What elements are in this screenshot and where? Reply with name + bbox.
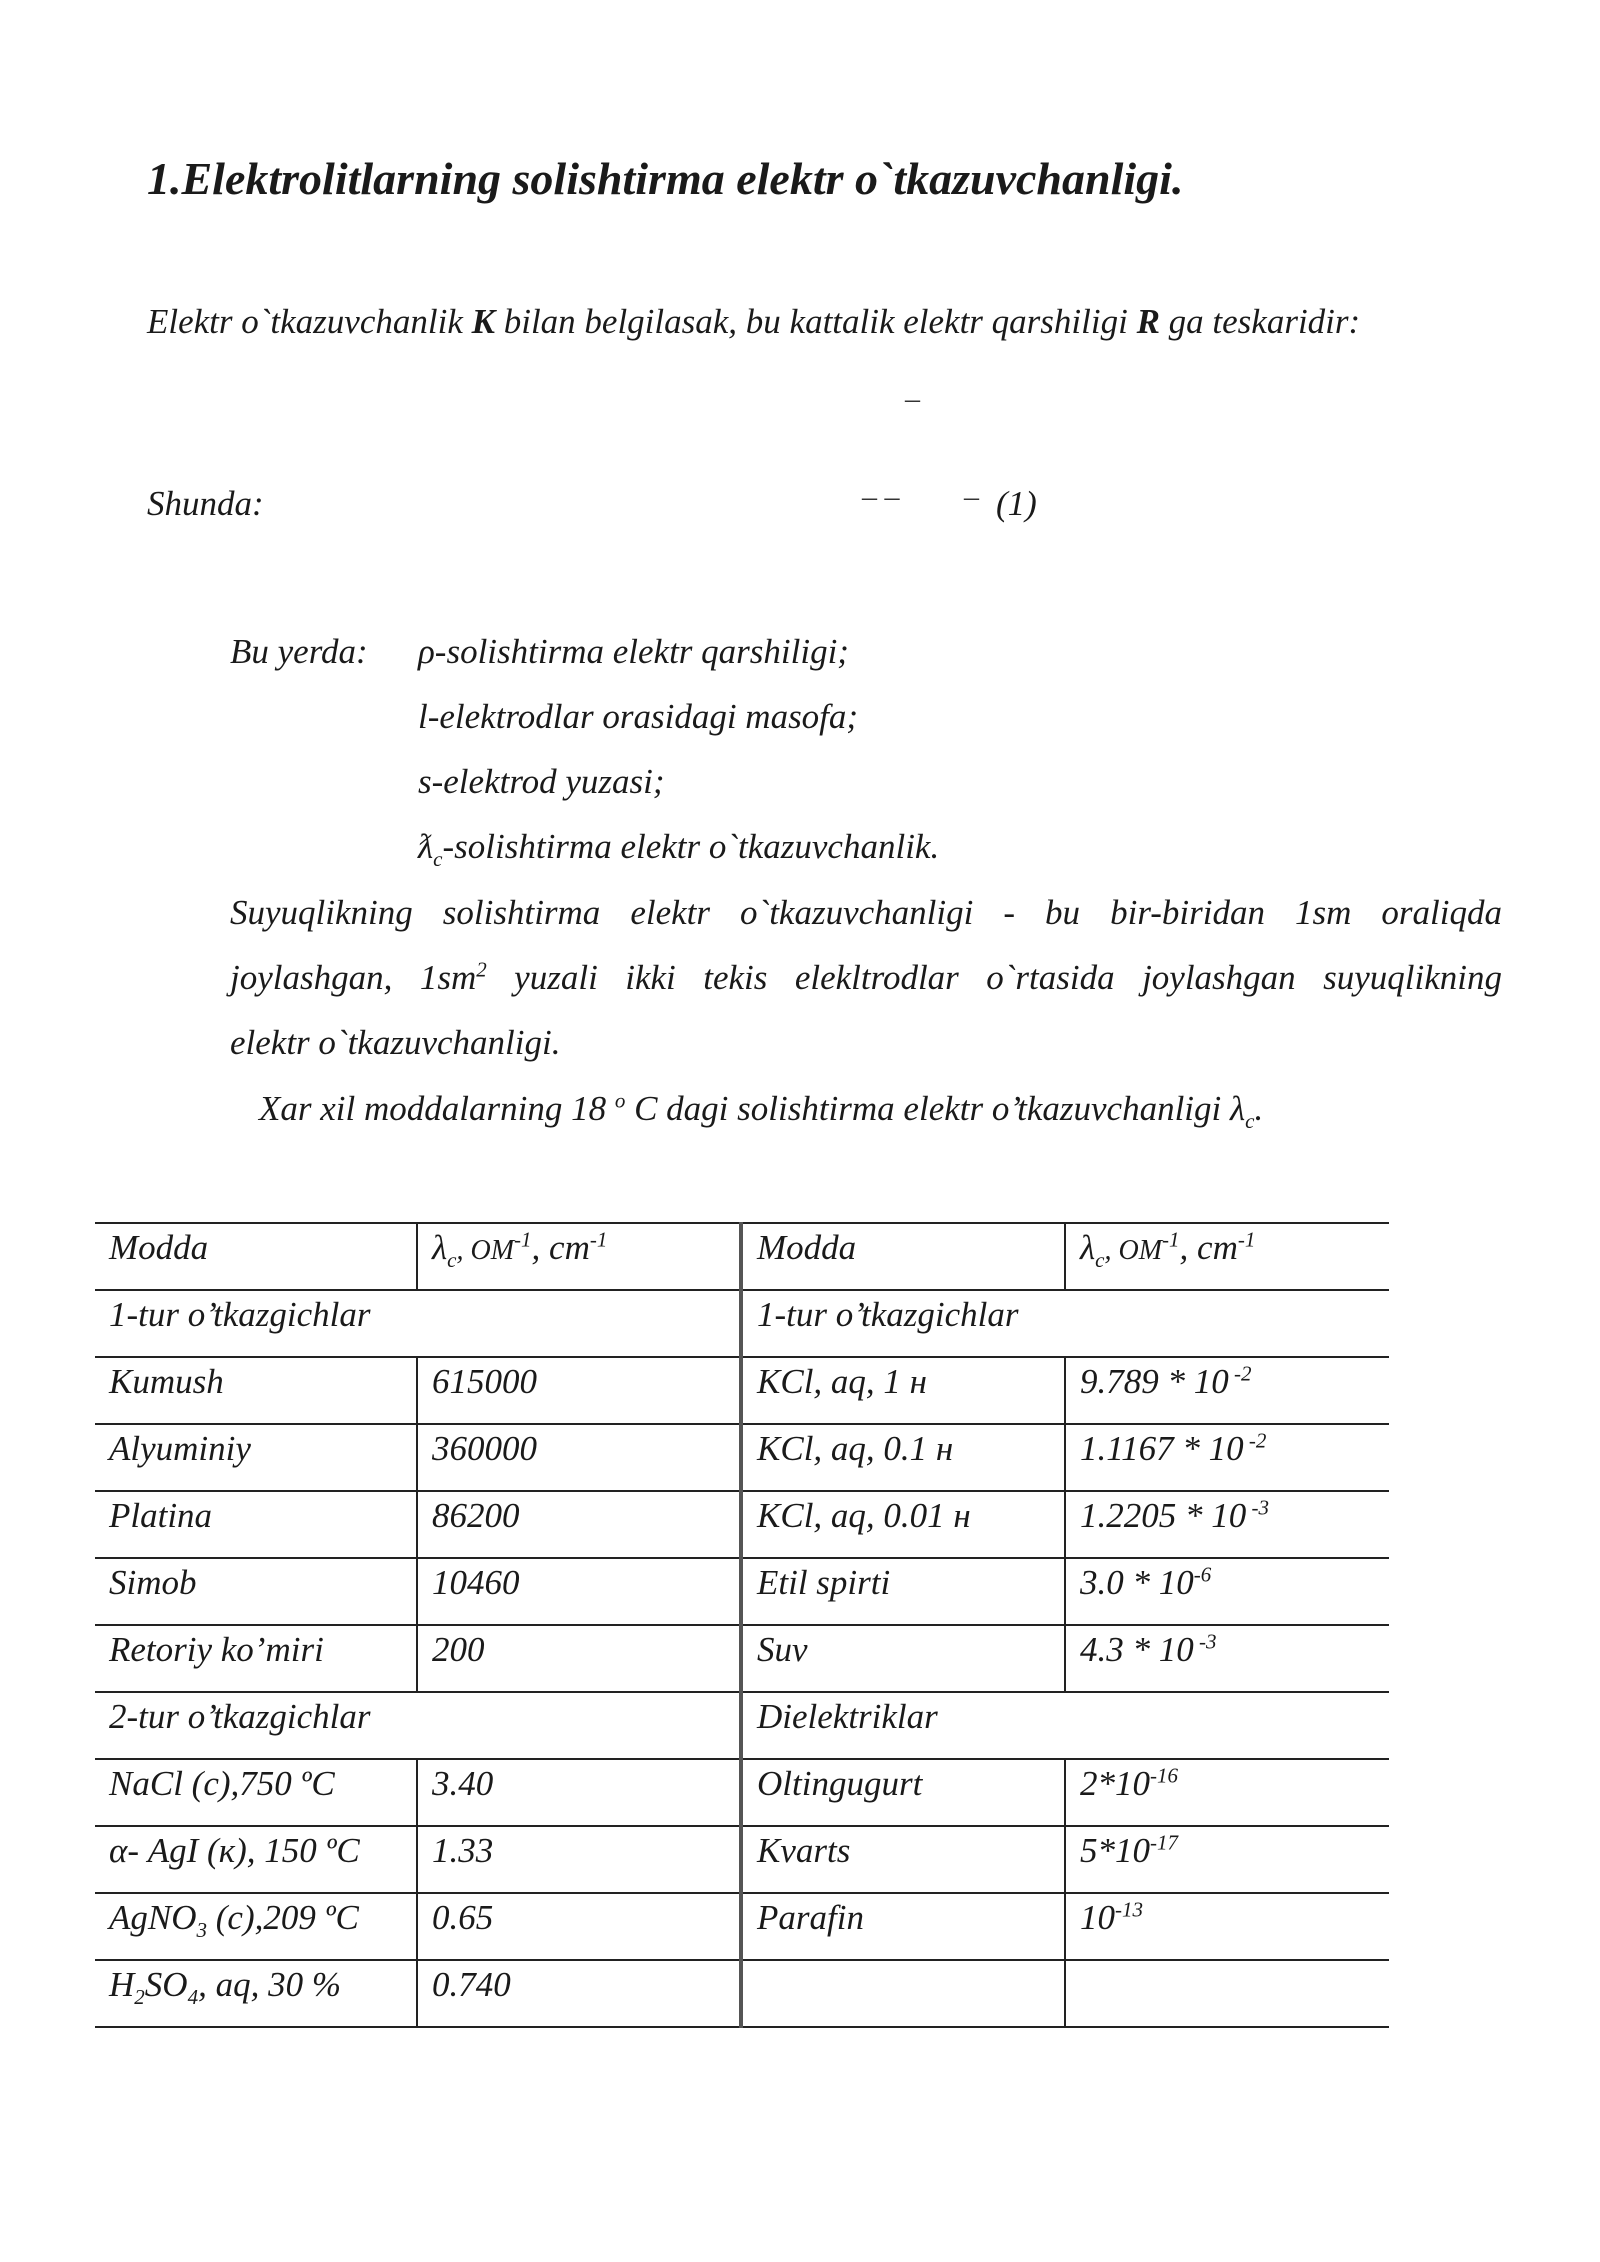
intro-text	[147, 302, 1360, 342]
header-lambda-right	[1065, 1223, 1389, 1290]
value-base: 1.1167 * 10	[1080, 1429, 1244, 1468]
paragraph-line-2-a: joylashgan, 1sm	[230, 958, 477, 997]
value-exponent: -2	[1228, 1361, 1252, 1386]
intro-part-2: bilan belgilasak, bu kattalik elektr qarshiligi	[494, 302, 1137, 341]
substance-name-right: KCl, aq, 0.01 н	[741, 1491, 1065, 1558]
formula-part: , aq, 30 %	[198, 1965, 341, 2004]
symbol-k: K	[471, 302, 495, 341]
paragraph-line-2	[230, 958, 1502, 998]
conductivity-value: 360000	[417, 1424, 741, 1491]
section-label-left: 1-tur o’tkazgichlar	[95, 1290, 741, 1357]
substance-name: NaCl (с),750 ºC	[95, 1759, 417, 1826]
conductivity-value: 615000	[417, 1357, 741, 1424]
definitions-label: Bu yerda:	[230, 632, 368, 671]
value-base: 9.789 * 10	[1080, 1362, 1229, 1401]
formula-part: (с),209 ºC	[207, 1898, 359, 1937]
header-sup: -1	[589, 1227, 608, 1252]
header-modda-right: Modda	[741, 1223, 1065, 1290]
table-row	[95, 1491, 1389, 1558]
substance-name: Alyuminiy	[95, 1424, 417, 1491]
value-base: 2*10	[1080, 1764, 1150, 1803]
table-header-row	[95, 1223, 1389, 1290]
substance-name: Retoriy ko’miri	[95, 1625, 417, 1692]
substance-name-right: Kvarts	[741, 1826, 1065, 1893]
conductivity-value-right	[1065, 1558, 1389, 1625]
header-om: , ОМ	[456, 1235, 515, 1266]
header-cm: , cm	[531, 1228, 590, 1267]
shunda-label: Shunda:	[147, 484, 264, 523]
table-row	[95, 1357, 1389, 1424]
formula-fraction-mark: –	[905, 382, 920, 415]
conductivity-value: 0.740	[417, 1960, 741, 2027]
caption-part-b: C dagi solishtirma elektr o’tkazuvchanligi λ	[625, 1089, 1246, 1128]
conductivity-value-right	[1065, 1424, 1389, 1491]
value-exponent: -2	[1243, 1428, 1267, 1453]
symbol-r: R	[1136, 302, 1160, 341]
conductivity-value-right	[1065, 1491, 1389, 1558]
section-label-right: 1-tur o’tkazgichlar	[741, 1290, 1389, 1357]
formula-part: H	[109, 1965, 135, 2004]
conductivity-value-right	[1065, 1357, 1389, 1424]
substance-name: Simob	[95, 1558, 417, 1625]
value-exponent: -17	[1150, 1830, 1178, 1855]
lambda-symbol: ƛ	[418, 827, 434, 866]
header-lambda-symbol: λ	[432, 1228, 448, 1267]
conductivity-value: 1.33	[417, 1826, 741, 1893]
caption-subscript: c	[1245, 1109, 1255, 1133]
table-row	[95, 1960, 1389, 2027]
header-sup: -1	[1162, 1227, 1180, 1252]
degree-mark: o	[614, 1088, 626, 1113]
header-om: , ОМ	[1104, 1235, 1163, 1266]
substance-name	[95, 1893, 417, 1960]
substance-name: α- AgI (к), 150 ºC	[95, 1826, 417, 1893]
value-base: 4.3 * 10	[1080, 1630, 1194, 1669]
section-label-right: Dielektriklar	[741, 1692, 1389, 1759]
section-label-left: 2-tur o’tkazgichlar	[95, 1692, 741, 1759]
conductivity-value: 0.65	[417, 1893, 741, 1960]
substance-name-right: Suv	[741, 1625, 1065, 1692]
conductivity-value: 10460	[417, 1558, 741, 1625]
value-exponent: -3	[1193, 1629, 1217, 1654]
table-row	[95, 1625, 1389, 1692]
table-row	[95, 1759, 1389, 1826]
caption-part-a: Xar xil moddalarning 18	[259, 1089, 615, 1128]
formula-sub: 3	[196, 1918, 207, 1942]
table-row	[95, 1424, 1389, 1491]
empty-cell	[1065, 1960, 1389, 2027]
value-base: 1.2205 * 10	[1080, 1496, 1247, 1535]
formula-fraction-mark-2: –	[964, 480, 979, 513]
formula-sub: 2	[134, 1985, 145, 2009]
value-base: 5*10	[1080, 1831, 1150, 1870]
paragraph-line-3: elektr o`tkazuvchanligi.	[230, 1023, 561, 1062]
value-exponent: -3	[1246, 1495, 1269, 1520]
substance-name: Platina	[95, 1491, 417, 1558]
intro-part-3: ga teskaridir:	[1159, 302, 1361, 341]
substance-name: Kumush	[95, 1357, 417, 1424]
substance-name-right: Parafin	[741, 1893, 1065, 1960]
value-base: 3.0 * 10	[1080, 1563, 1194, 1602]
header-lambda-symbol: λ	[1080, 1228, 1096, 1267]
definition-rho: ρ-solishtirma elektr qarshiligi;	[418, 632, 849, 671]
paragraph-line-2-b: yuzali ikki tekis elekltrodlar o`rtasida joylashgan suyuqlikning	[486, 958, 1502, 997]
empty-cell	[741, 1960, 1065, 2027]
conductivity-value: 86200	[417, 1491, 741, 1558]
superscript-2: 2	[476, 957, 487, 982]
header-sup: -1	[514, 1227, 532, 1252]
paragraph-line-1: Suyuqlikning solishtirma elektr o`tkazuvchanligi - bu bir-biridan 1sm oraliqda	[230, 893, 1502, 932]
conductivity-value-right	[1065, 1625, 1389, 1692]
value-base: 10	[1080, 1898, 1115, 1937]
intro-part-1: Elektr o`tkazuvchanlik	[147, 302, 472, 341]
table-caption	[259, 1088, 1264, 1133]
formula-fraction-marks: – –	[862, 480, 900, 513]
header-lambda-sub: c	[1095, 1248, 1105, 1272]
conductivity-value-right	[1065, 1893, 1389, 1960]
rows-group-1	[95, 1357, 1389, 1692]
formula-sub: 4	[187, 1985, 199, 2009]
substance-name-right: KCl, aq, 0.1 н	[741, 1424, 1065, 1491]
header-sup: -1	[1237, 1227, 1256, 1252]
header-lambda-sub: c	[447, 1248, 457, 1272]
substance-name-right: Oltingugurt	[741, 1759, 1065, 1826]
page-title: 1.Elektrolitlarning solishtirma elektr o`tkazuvchanligi.	[147, 153, 1184, 204]
lambda-definition-text: -solishtirma elektr o`tkazuvchanlik.	[442, 827, 940, 866]
caption-period: .	[1254, 1089, 1264, 1128]
value-exponent: -16	[1150, 1763, 1178, 1788]
conductivity-value-right	[1065, 1826, 1389, 1893]
definition-l: l-elektrodlar orasidagi masofa;	[418, 697, 859, 736]
table-row	[95, 1893, 1389, 1960]
header-cm: , cm	[1179, 1228, 1238, 1267]
conductivity-value: 200	[417, 1625, 741, 1692]
conductivity-table	[95, 1222, 1389, 2028]
formula-part: SO	[144, 1965, 188, 2004]
header-lambda-left	[417, 1223, 741, 1290]
table-row	[95, 1558, 1389, 1625]
lambda-subscript: c	[433, 847, 443, 871]
substance-name-right: Etil spirti	[741, 1558, 1065, 1625]
value-exponent: -6	[1193, 1562, 1212, 1587]
section-row	[95, 1290, 1389, 1357]
substance-name-right: KCl, aq, 1 н	[741, 1357, 1065, 1424]
substance-name	[95, 1960, 417, 2027]
section-row	[95, 1692, 1389, 1759]
conductivity-value: 3.40	[417, 1759, 741, 1826]
rows-group-2	[95, 1759, 1389, 1893]
definition-s: s-elektrod yuzasi;	[418, 762, 665, 801]
header-modda-left: Modda	[95, 1223, 417, 1290]
definition-lambda	[418, 827, 940, 871]
formula-part: AgNO	[109, 1898, 197, 1937]
value-exponent: -13	[1115, 1897, 1143, 1922]
table-row	[95, 1826, 1389, 1893]
formula-number: (1)	[996, 484, 1037, 523]
conductivity-value-right	[1065, 1759, 1389, 1826]
